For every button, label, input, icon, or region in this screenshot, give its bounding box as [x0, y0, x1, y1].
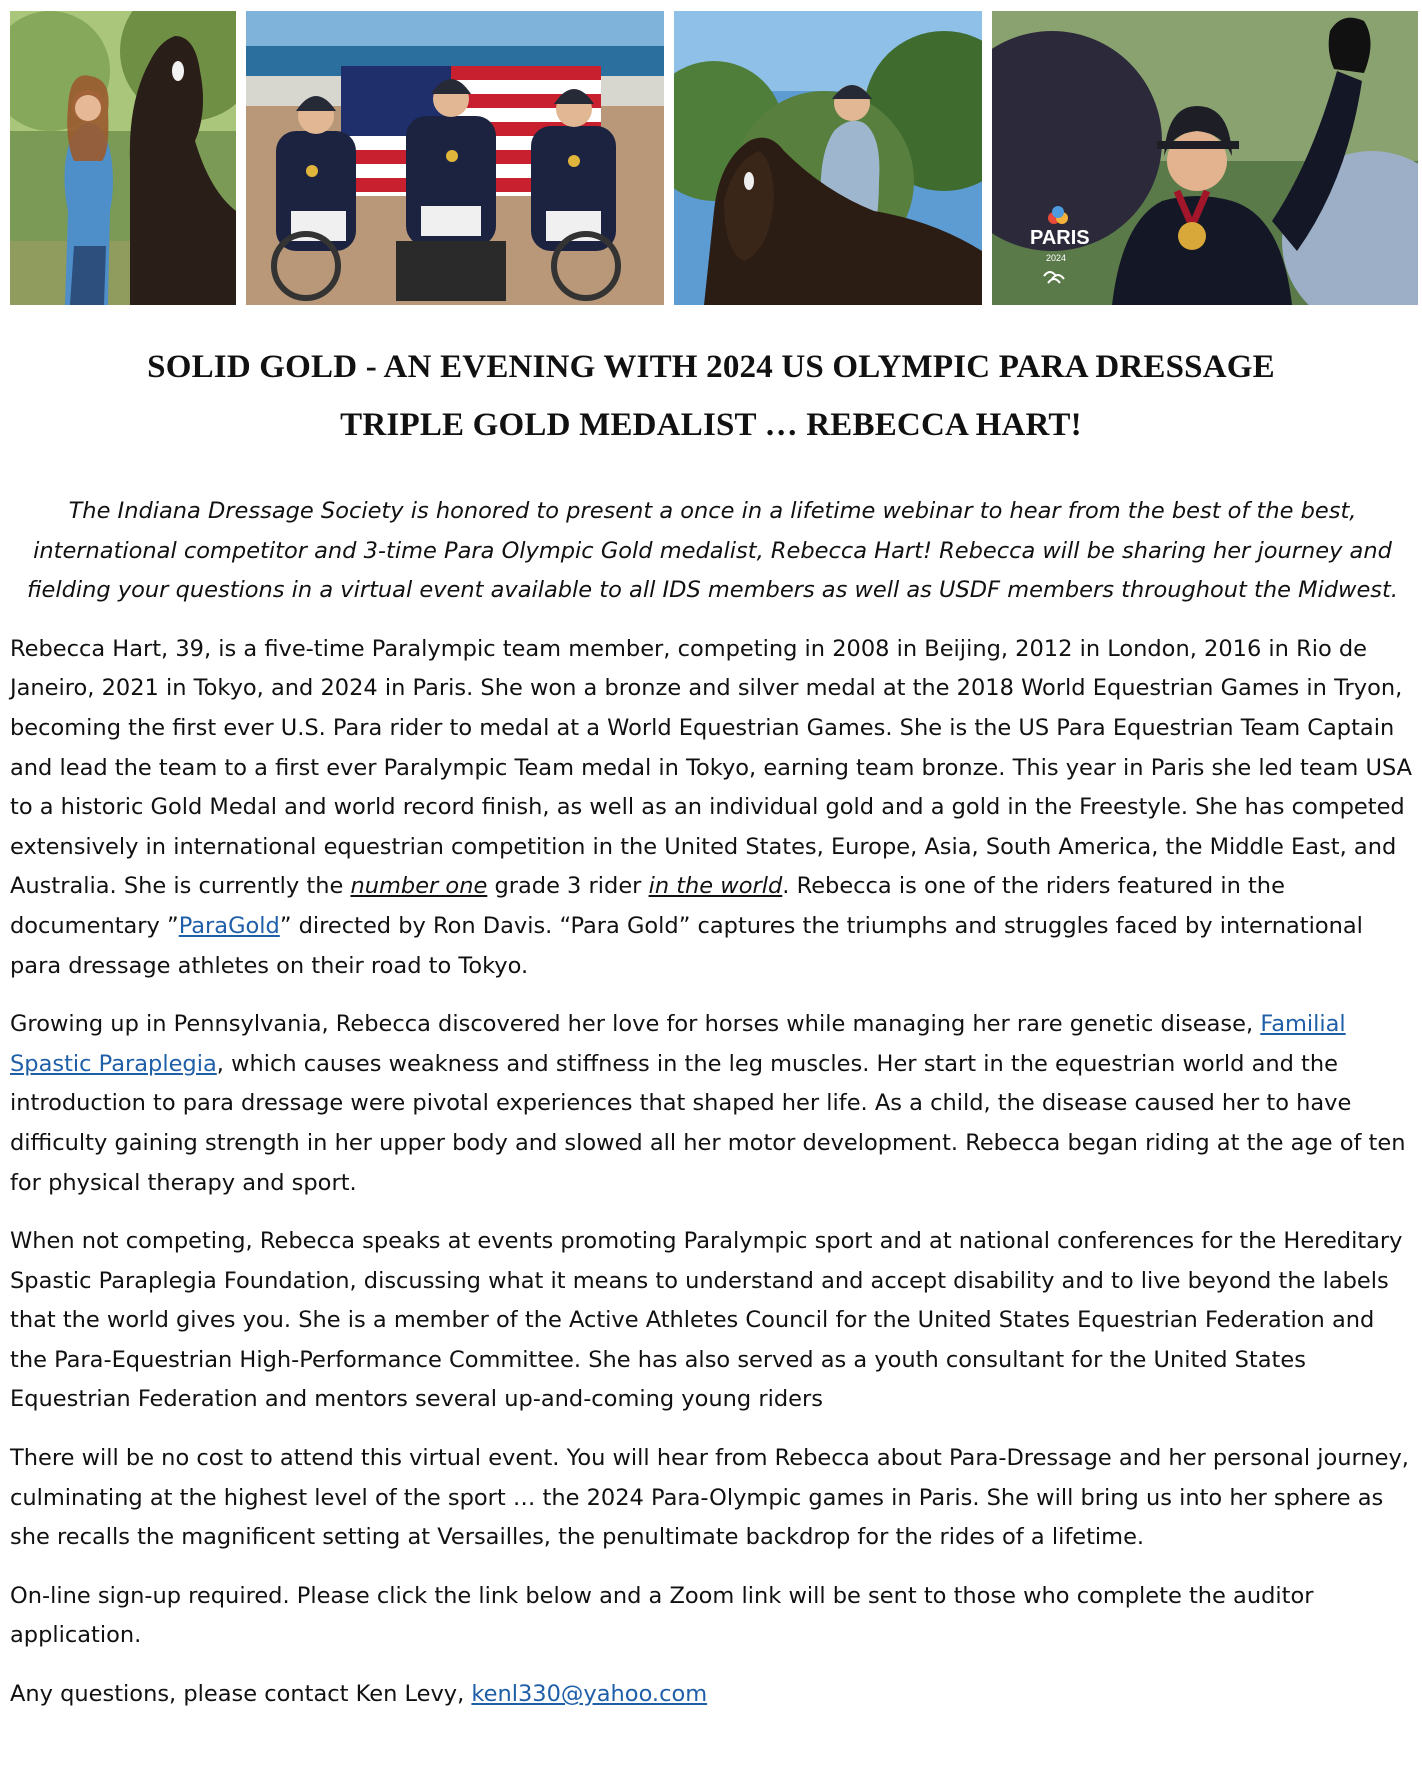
rider-on-horse-photo	[674, 11, 982, 305]
page-title	[10, 338, 1412, 454]
bio-text-4: ” directed by Ron Davis. “Para Gold” captures the triumphs and struggles faced by international para dressage athletes on their road to Tokyo.	[10, 912, 1363, 979]
intro-paragraph: The Indiana Dressage Society is honored to present a once in a lifetime webinar to hear from the best of the best, international competitor and 3-time Para Olympic Gold medalist, Rebecca Hart! Rebecca will be sharing her journey and fielding your questions in a virtual event available to all IDS members as well as USDF members throughout the Midwest.	[26, 498, 1399, 604]
contact-text: Any questions, please contact Ken Levy,	[10, 1681, 472, 1708]
in-the-world-emphasis: in the world	[648, 873, 783, 900]
rider-with-horse-photo	[10, 11, 236, 305]
rider-waving-medal-photo	[992, 11, 1418, 305]
contact-paragraph	[10, 1675, 1415, 1715]
signup-paragraph: On-line sign-up required. Please click the link below and a Zoom link will be sent to those who complete the auditor application.	[10, 1582, 1314, 1649]
photo-strip	[10, 11, 1420, 305]
bio-text-2: grade 3 rider	[487, 873, 649, 900]
bio-text-3: . Rebecca is one of the riders featured in the documentary ”	[10, 873, 1285, 939]
childhood-text-2: , which causes weakness and stiffness in the leg muscles. Her start in the equestrian world and the introduction to para dressage were pivotal experiences that shaped her life. As a child, the disease caused her to have difficulty gaining strength in her upper body and slowed all her motor development. Rebecca began riding at the age of ten for physical therapy and sport.	[10, 1050, 1406, 1196]
article-body	[10, 492, 1415, 1734]
number-one-emphasis: number one	[350, 873, 488, 900]
bio-paragraph	[10, 630, 1415, 986]
childhood-text-1: Growing up in Pennsylvania, Rebecca discovered her love for horses while managing her rare genetic disease,	[10, 1011, 1261, 1038]
bio-text-1: Rebecca Hart, 39, is a five-time Paralympic team member, competing in 2008 in Beijing, 2012 in London, 2016 in Rio de Janeiro, 2021 in Tokyo, and 2024 in Paris. She won a bronze and silver medal at the 2018 World Equestrian Games in Tryon, becoming the first ever U.S. Para rider to medal at a World Equestrian Games. She is the US Para Equestrian Team Captain and lead the team to a first ever Paralympic Team medal in Tokyo, earning team bronze. This year in Paris she led team USA to a historic Gold Medal and world record finish, as well as an individual gold and a gold in the Freestyle. She has competed extensively in international equestrian competition in the United States, Europe, Asia, South America, the Middle East, and Australia. She is currently the	[10, 635, 1413, 900]
familial-spastic-paraplegia-link[interactable]: Familial Spastic Paraplegia	[10, 1011, 1346, 1077]
advocacy-paragraph: When not competing, Rebecca speaks at events promoting Paralympic sport and at national conferences for the Hereditary Spastic Paraplegia Foundation, discussing what it means to understand and accept disability and to live beyond the labels that the world gives you. She is a member of the Active Athletes Council for the United States Equestrian Federation and the Para-Equestrian High-Performance Committee. She has also served as a youth consultant for the United States Equestrian Federation and mentors several up-and-coming young riders	[10, 1228, 1403, 1413]
paris-badge-text: PARIS	[1030, 227, 1090, 249]
childhood-paragraph	[10, 1005, 1415, 1203]
contact-email-link[interactable]: kenl330@yahoo.com	[471, 1681, 708, 1708]
title-line-1: SOLID GOLD - AN EVENING WITH 2024 US OLYMPIC PARA DRESSAGE	[147, 349, 1275, 385]
paris-badge-year: 2024	[1046, 253, 1067, 263]
title-line-2: TRIPLE GOLD MEDALIST … REBECCA HART!	[340, 407, 1082, 443]
event-paragraph: There will be no cost to attend this virtual event. You will hear from Rebecca about Para-Dressage and her personal journey, culminating at the highest level of the sport … the 2024 Para-Olympic games in Paris. She will bring us into her sphere as she recalls the magnificent setting at Versailles, the penultimate backdrop for the rides of a lifetime.	[10, 1445, 1409, 1551]
team-usa-medal-photo	[246, 11, 664, 305]
paragold-link[interactable]: ParaGold	[178, 912, 280, 939]
